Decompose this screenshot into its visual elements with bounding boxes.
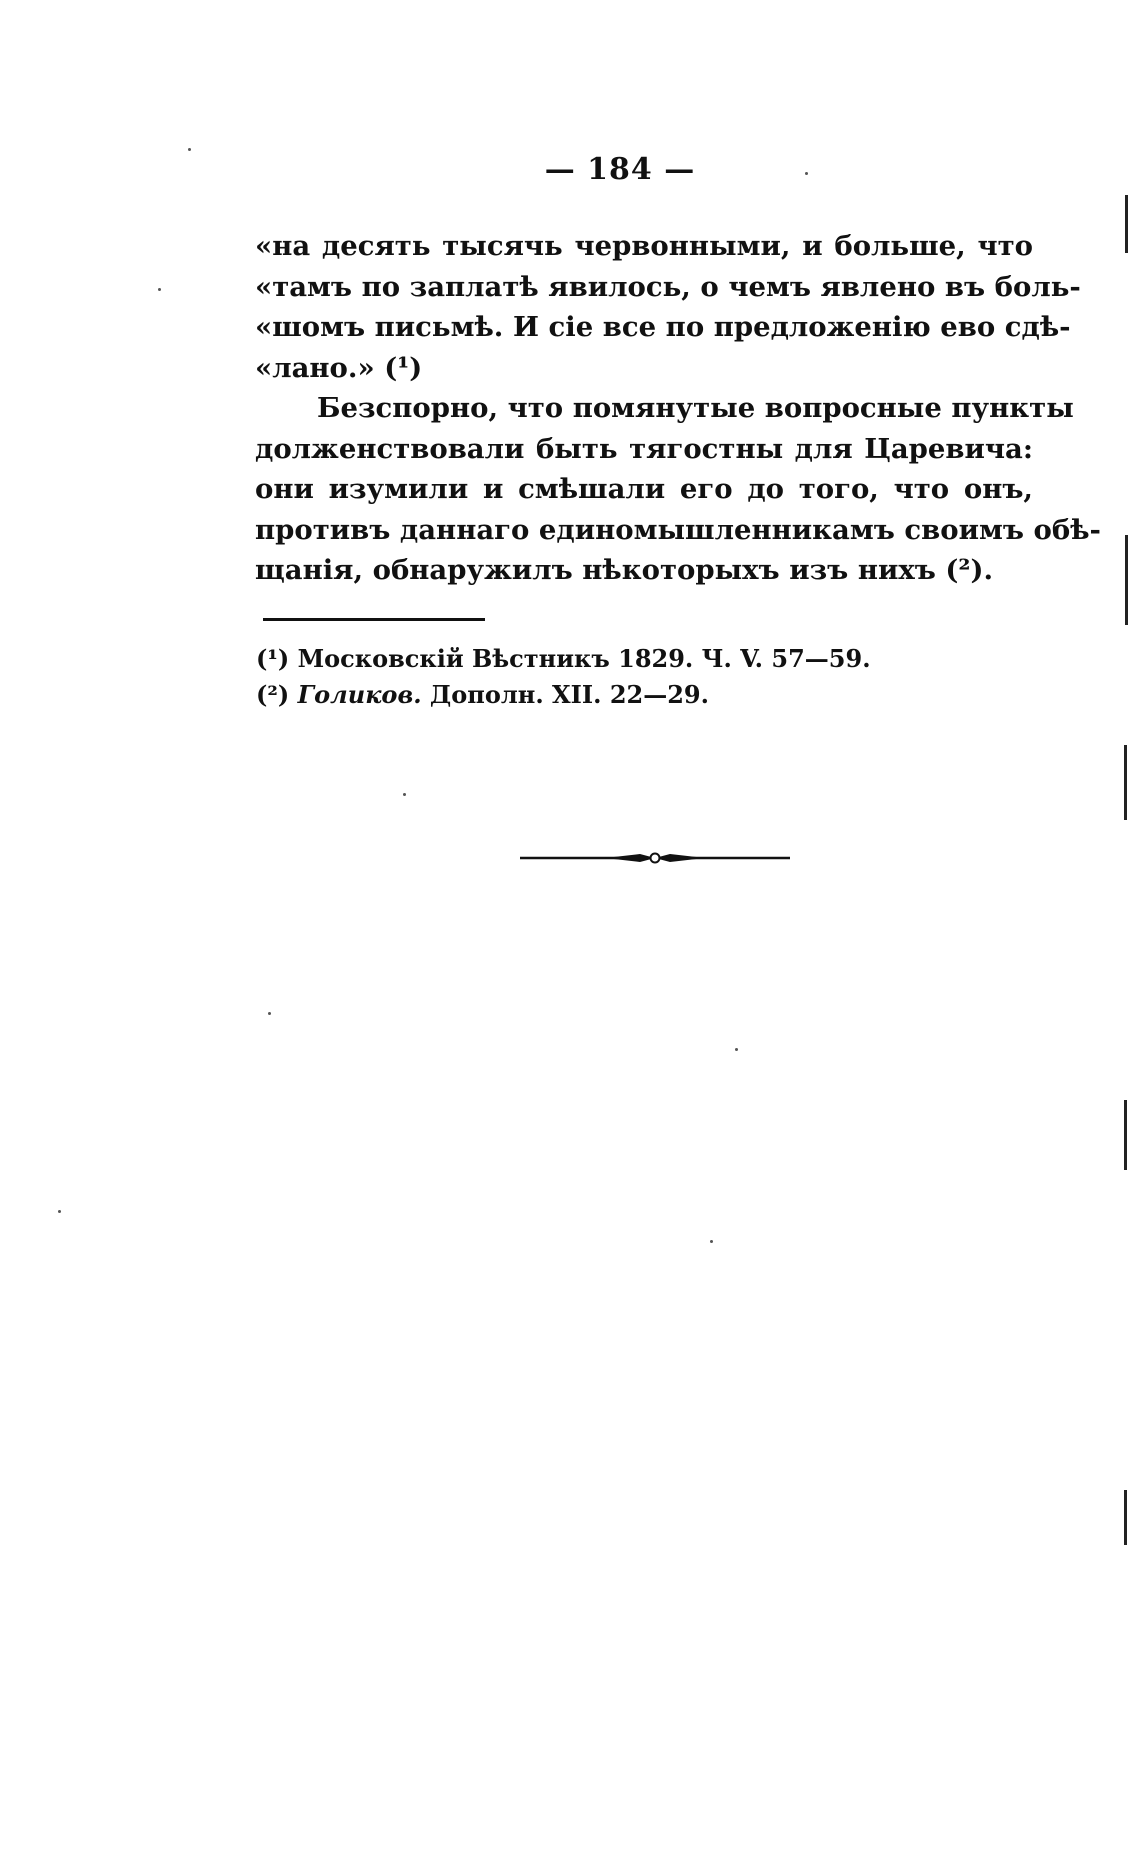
scan-speck [735,1048,738,1051]
footnote-marker: (²) [256,680,290,709]
scan-speck [710,1240,713,1243]
scan-speck [403,793,406,796]
footnote-1 [256,641,1016,677]
body-text [255,226,1101,591]
footnotes [256,641,1016,713]
scan-artifact [1124,745,1127,820]
text-line: щанія, обнаружилъ нѣкоторыхъ изъ нихъ (²). [255,554,994,586]
text-line: «на десять тысячь червонными, и больше, что [255,230,1033,262]
text-line: они изумили и смѣшали его до того, что онъ, [255,473,1033,505]
scan-speck [188,148,191,151]
scan-artifact [1124,1490,1127,1545]
text-line: долженствовали быть тягостны для Царевича: [255,432,1033,465]
ornament-divider-icon [520,848,790,868]
footnote-2 [256,677,1016,713]
scan-artifact [1125,195,1128,253]
footnote-marker: (¹) [256,644,290,673]
text-line: «тамъ по заплатѣ явилось, о чемъ явлено въ боль- [255,270,1081,303]
scan-artifact [1124,1100,1127,1170]
text-line: Безспорно, что помянутые вопросные пункты [317,392,1074,424]
footnote-separator [263,618,485,621]
footnote-author: Голиков. [297,680,422,709]
text-line: «лано.» (¹) [255,351,423,384]
text-line: «шомъ письмѣ. И сіе все по предложенію ево сдѣ- [255,311,1071,343]
scan-speck [805,172,808,175]
scan-speck [158,288,161,291]
scan-speck [58,1210,61,1213]
text-line: противъ даннаго единомышленникамъ своимъ обѣ- [255,513,1101,546]
scan-speck [268,1012,271,1015]
footnote-text: Московскій Вѣстникъ 1829. Ч. V. 57—59. [297,644,871,673]
page-number: — 184 — [544,152,696,187]
footnote-text: Дополн. XII. 22—29. [429,680,709,709]
scan-artifact [1125,535,1128,625]
